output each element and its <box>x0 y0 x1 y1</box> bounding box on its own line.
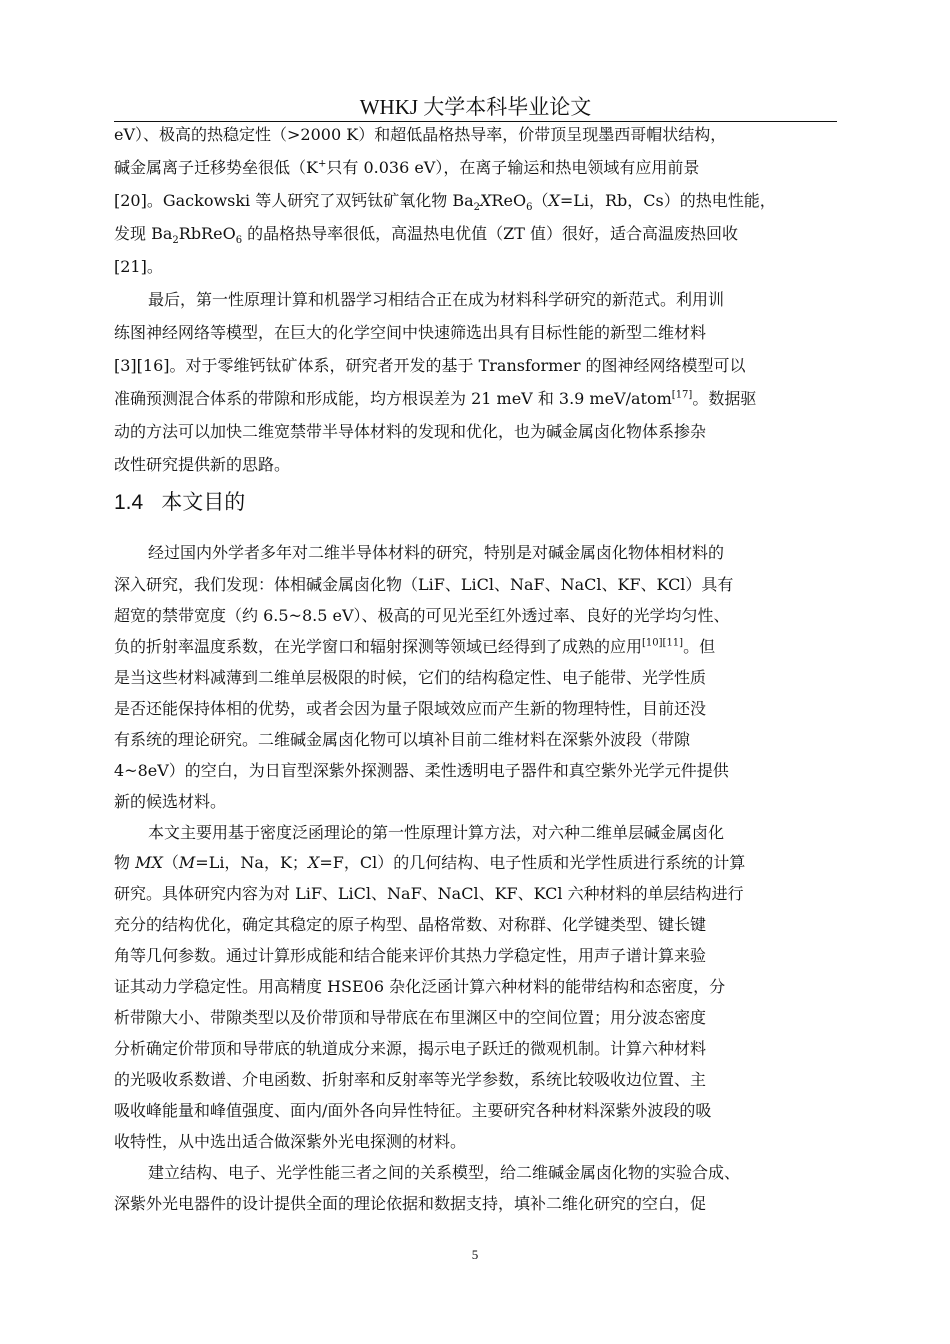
text-line <box>114 186 776 216</box>
subscript: 2 <box>473 202 481 214</box>
text-run: [20]。Gackowski 等人研究了双钙钛矿氧化物 Ba <box>114 191 474 210</box>
text-line: 收特性，从中选出适合做深紫外光电探测的材料。 <box>114 1132 467 1151</box>
text-line <box>114 219 738 249</box>
text-line: 是当这些材料减薄到二维单层极限的时候，它们的结构稳定性、电子能带、光学性质 <box>114 668 707 687</box>
text-run: 准确预测混合体系的带隙和形成能，均方根误差为 21 meV 和 3.9 meV/atom <box>114 389 672 408</box>
subscript: 6 <box>526 202 533 214</box>
text-run: ReO <box>491 191 527 210</box>
italic-symbol: M <box>178 853 196 872</box>
text-line: 超宽的禁带宽度（约 6.5~8.5 eV）、极高的可见光至红外透过率、良好的光学均匀性、 <box>114 606 730 625</box>
citation-superscript: [10][11] <box>642 637 684 649</box>
text-line: 有系统的理论研究。二维碱金属卤化物可以填补目前二维材料在深紫外波段（带隙 <box>114 730 691 749</box>
text-run: =Li，Na，K； <box>195 853 308 872</box>
text-run: 碱金属离子迁移势垒很低（K <box>114 158 318 177</box>
text-line: 本文主要用基于密度泛函理论的第一性原理计算方法，对六种二维单层碱金属卤化 <box>148 823 725 842</box>
text-line: 建立结构、电子、光学性能三者之间的关系模型，给二维碱金属卤化物的实验合成、 <box>148 1163 741 1182</box>
text-run: =Li，Rb，Cs）的热电性能， <box>559 191 776 210</box>
text-line: [21]。 <box>114 257 163 276</box>
text-line: 角等几何参数。通过计算形成能和结合能来评价其热力学稳定性，用声子谱计算来验 <box>114 946 707 965</box>
text-line <box>114 848 745 878</box>
text-line: 的光吸收系数谱、介电函数、折射率和反射率等光学参数，系统比较吸收边位置、主 <box>114 1070 707 1089</box>
text-run: 。数据驱 <box>692 389 757 408</box>
section-heading <box>114 486 245 519</box>
text-line: 研究。具体研究内容为对 LiF、LiCl、NaF、NaCl、KF、KCl 六种材料的单层结构进行 <box>114 884 744 903</box>
text-line: 分析确定价带顶和导带底的轨道成分来源，揭示电子跃迁的微观机制。计算六种材料 <box>114 1039 707 1058</box>
text-line: 充分的结构优化，确定其稳定的原子构型、晶格常数、对称群、化学键类型、键长键 <box>114 915 707 934</box>
text-line: eV）、极高的热稳定性（>2000 K）和超低晶格热导率，价带顶呈现墨西哥帽状结构， <box>114 125 727 144</box>
text-line: 是否还能保持体相的优势，或者会因为量子限域效应而产生新的物理特性，目前还没 <box>114 699 707 718</box>
text-line: 最后，第一性原理计算和机器学习相结合正在成为材料科学研究的新范式。利用训 <box>148 290 725 309</box>
section-number: 1.4 <box>114 491 144 514</box>
italic-symbol: MX <box>135 853 163 872</box>
italic-symbol: X <box>480 191 492 210</box>
citation-superscript: [17] <box>671 389 693 401</box>
italic-symbol: X <box>548 191 560 210</box>
text-line: 动的方法可以加快二维宽禁带半导体材料的发现和优化，也为碱金属卤化物体系掺杂 <box>114 422 707 441</box>
text-line: 深紫外光电器件的设计提供全面的理论依据和数据支持，填补二维化研究的空白，促 <box>114 1194 707 1213</box>
running-header: WHKJ 大学本科毕业论文 <box>359 95 592 119</box>
text-line <box>114 632 715 662</box>
text-line: [3][16]。对于零维钙钛矿体系，研究者开发的基于 Transformer 的图神经网络模型可以 <box>114 356 746 375</box>
text-run: 负的折射率温度系数，在光学窗口和辐射探测等领域已经得到了成熟的应用 <box>114 637 643 656</box>
subscript: 2 <box>172 235 179 247</box>
text-line: 深入研究，我们发现：体相碱金属卤化物（LiF、LiCl、NaF、NaCl、KF、KCl）具有 <box>114 575 734 594</box>
text-run: 物 <box>114 853 136 872</box>
text-line: 练图神经网络等模型，在巨大的化学空间中快速筛选出具有目标性能的新型二维材料 <box>114 323 707 342</box>
text-run: =F，Cl）的几何结构、电子性质和光学性质进行系统的计算 <box>319 853 746 872</box>
text-run: 发现 Ba <box>114 224 173 243</box>
text-run: 的晶格热导率很低，高温热电优值（ZT 值）很好，适合高温废热回收 <box>242 224 739 243</box>
section-title: 本文目的 <box>161 490 246 514</box>
text-line: 改性研究提供新的思路。 <box>114 455 291 474</box>
page-number: 5 <box>471 1247 479 1262</box>
text-run: 只有 0.036 eV），在离子输运和热电领域有应用前景 <box>326 158 700 177</box>
text-line: 4~8eV）的空白，为日盲型深紫外探测器、柔性透明电子器件和真空紫外光学元件提供 <box>114 761 729 780</box>
italic-symbol: X <box>307 853 320 872</box>
text-line <box>114 153 699 183</box>
subscript: 6 <box>235 235 243 247</box>
text-line: 析带隙大小、带隙类型以及价带顶和导带底在布里渊区中的空间位置；用分波态密度 <box>114 1008 707 1027</box>
text-line <box>114 384 756 414</box>
text-line: 吸收峰能量和峰值强度、面内/面外各向异性特征。主要研究各种材料深紫外波段的吸 <box>114 1101 712 1120</box>
text-line: 新的候选材料。 <box>114 792 227 811</box>
text-line: 经过国内外学者多年对二维半导体材料的研究，特别是对碱金属卤化物体相材料的 <box>148 543 725 562</box>
text-run: 。但 <box>683 637 716 656</box>
text-run: RbReO <box>178 224 236 243</box>
text-run: （ <box>532 191 549 210</box>
text-line: 证其动力学稳定性。用高精度 HSE06 杂化泛函计算六种材料的能带结构和态密度，分 <box>114 977 726 996</box>
superscript: + <box>317 158 327 170</box>
text-run: （ <box>162 853 179 872</box>
